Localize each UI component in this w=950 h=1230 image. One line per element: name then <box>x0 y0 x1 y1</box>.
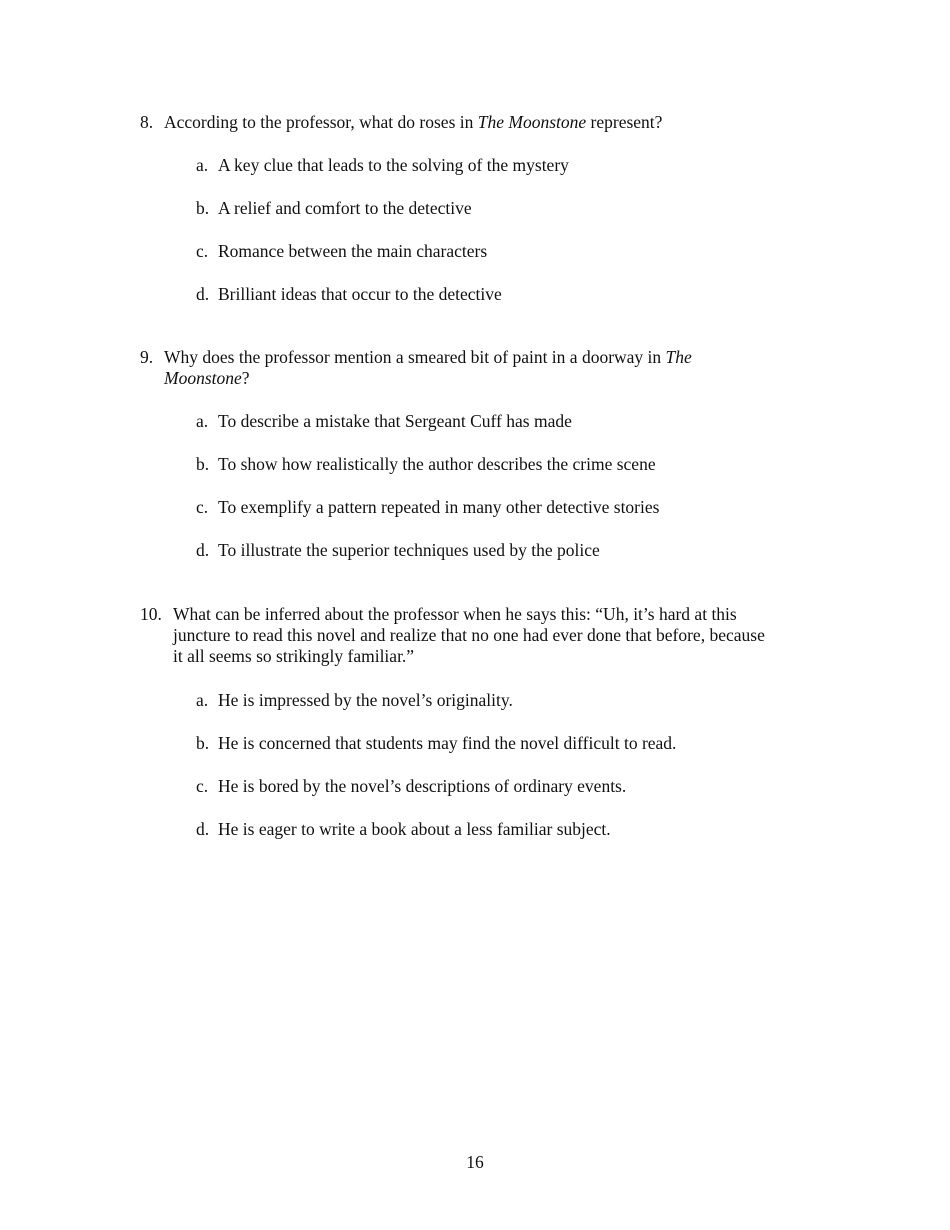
question-stem <box>140 604 773 667</box>
question-text: Why does the professor mention a smeared bit of paint in a doorway in The Moonstone? <box>164 347 692 388</box>
option-letter: b. <box>196 733 210 753</box>
option-a <box>196 155 569 176</box>
option-d <box>196 819 611 840</box>
option-letter: b. <box>196 198 210 218</box>
option-c <box>196 241 487 262</box>
option-letter: d. <box>196 284 210 304</box>
option-letter: c. <box>196 241 209 261</box>
question-text: According to the professor, what do roses in The Moonstone represent? <box>164 112 663 132</box>
option-text: He is eager to write a book about a less familiar subject. <box>218 819 611 839</box>
question-number: 9. <box>140 347 154 367</box>
question-number: 8. <box>140 112 154 132</box>
option-text: To illustrate the superior techniques used by the police <box>218 540 600 560</box>
question-stem <box>140 347 724 389</box>
question-text: What can be inferred about the professor when he says this: “Uh, it’s hard at this juncture to read this novel and realize that no one had ever done that before, because it all seems so strikingly familiar.” <box>173 604 765 666</box>
option-text: Brilliant ideas that occur to the detective <box>218 284 502 304</box>
option-d <box>196 540 600 561</box>
option-letter: c. <box>196 497 209 517</box>
option-text: He is impressed by the novel’s originality. <box>218 690 513 710</box>
option-text: A relief and comfort to the detective <box>218 198 472 218</box>
option-text: A key clue that leads to the solving of the mystery <box>218 155 569 175</box>
option-b <box>196 454 656 475</box>
question-9 <box>140 347 800 560</box>
question-10 <box>140 604 800 839</box>
option-b <box>196 198 472 219</box>
option-letter: b. <box>196 454 210 474</box>
option-d <box>196 284 502 305</box>
question-stem <box>140 112 724 133</box>
option-c <box>196 776 626 797</box>
option-a <box>196 411 572 432</box>
option-text: To exemplify a pattern repeated in many other detective stories <box>218 497 660 517</box>
question-number: 10. <box>140 604 162 624</box>
option-text: Romance between the main characters <box>218 241 488 261</box>
option-c <box>196 497 659 518</box>
option-letter: d. <box>196 540 210 560</box>
option-text: He is bored by the novel’s descriptions of ordinary events. <box>218 776 627 796</box>
option-a <box>196 690 513 711</box>
option-letter: a. <box>196 411 209 431</box>
option-b <box>196 733 676 754</box>
page-number: 16 <box>466 1152 484 1172</box>
book-title: The Moonstone <box>477 112 587 132</box>
option-letter: d. <box>196 819 210 839</box>
option-text: To describe a mistake that Sergeant Cuff has made <box>218 411 572 431</box>
question-8 <box>140 112 800 304</box>
book-title: The Moonstone <box>164 347 692 388</box>
option-letter: a. <box>196 155 209 175</box>
option-text: He is concerned that students may find the novel difficult to read. <box>218 733 677 753</box>
option-letter: a. <box>196 690 209 710</box>
option-text: To show how realistically the author describes the crime scene <box>218 454 656 474</box>
option-letter: c. <box>196 776 209 796</box>
